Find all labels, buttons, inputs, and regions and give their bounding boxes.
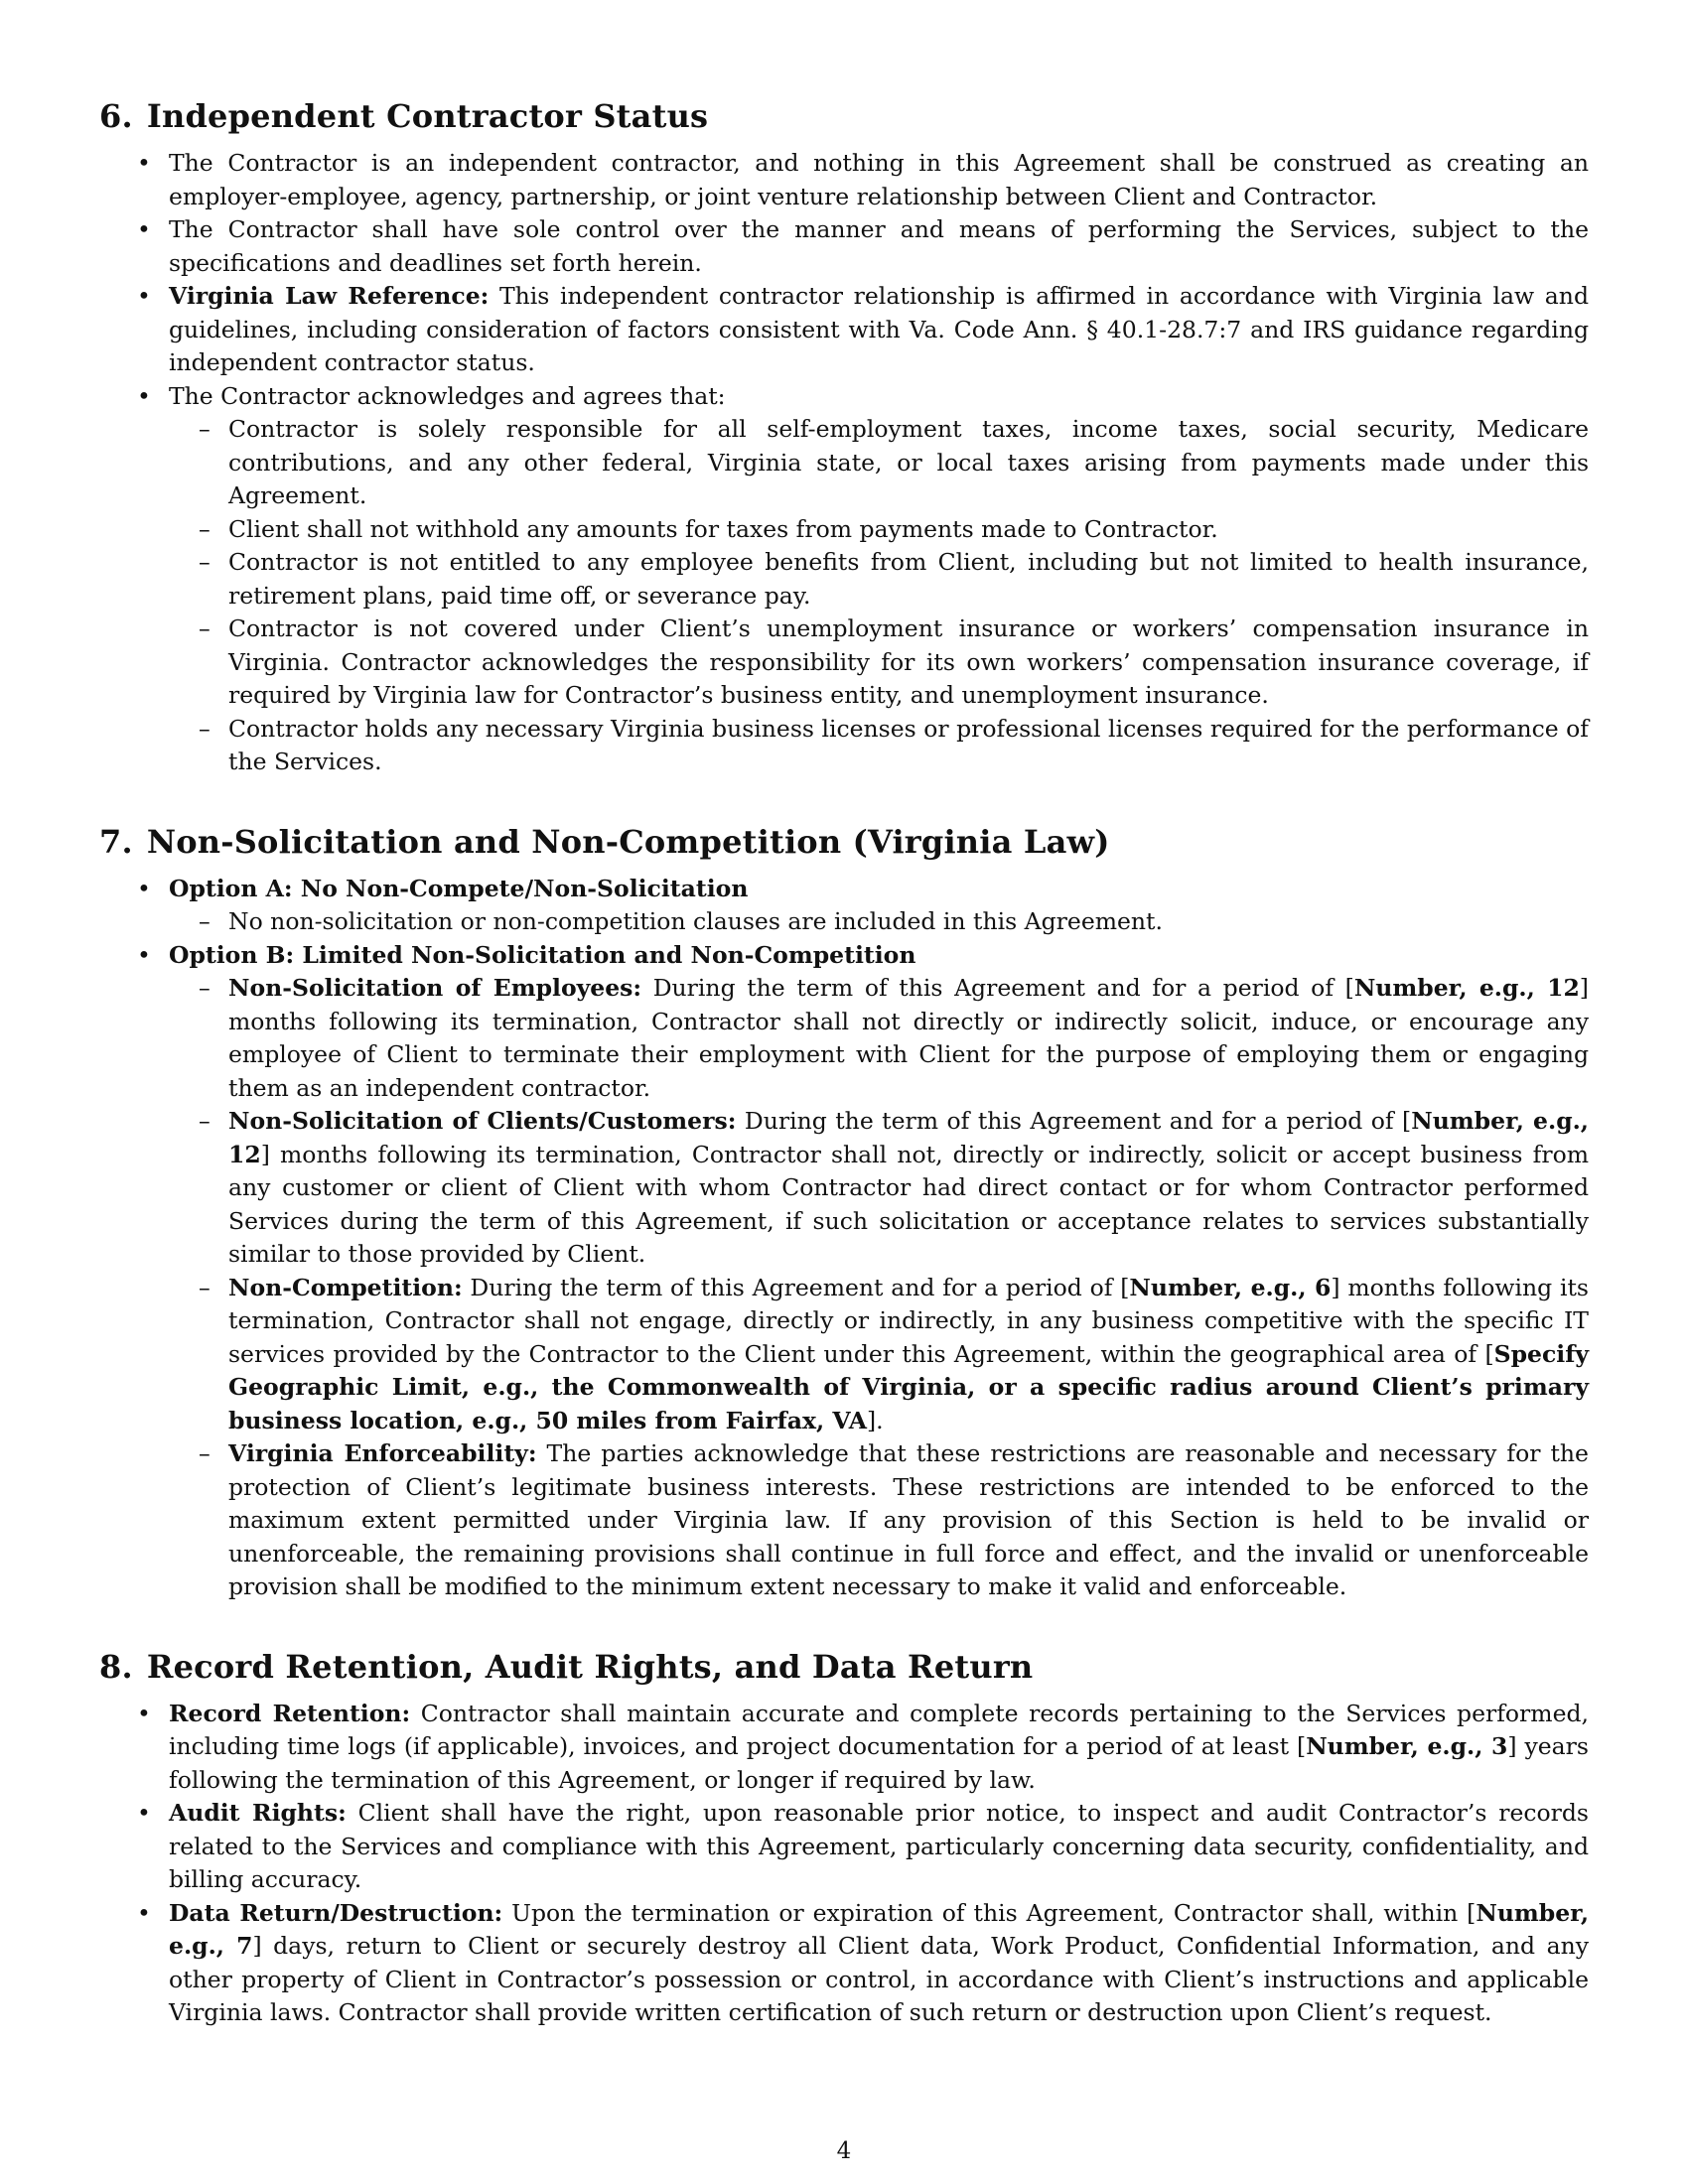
section-6-item-2 bbox=[99, 213, 1589, 280]
placeholder-field: Specify Geographic Limit, e.g., the Commonwealth of Virginia, or a specific radius around Client’s primary business location, e.g., 50 miles from Fairfax, VA bbox=[228, 1339, 1589, 1434]
subitem-text: ]. bbox=[866, 1406, 884, 1434]
subitem-text: During the term of this Agreement and for a period of [ bbox=[652, 974, 1354, 1002]
section-6-subitem-3 bbox=[169, 546, 1589, 613]
dash-icon: – bbox=[199, 1273, 211, 1301]
placeholder-field: Number, e.g., 12 bbox=[228, 1107, 1589, 1168]
section-8 bbox=[99, 1646, 1589, 2030]
option-b-subitem-2 bbox=[169, 1105, 1589, 1272]
item-label: Audit Rights: bbox=[169, 1799, 347, 1827]
subitem-label: Non-Solicitation of Employees: bbox=[228, 974, 642, 1002]
dash-icon: – bbox=[199, 415, 211, 443]
section-8-item-1 bbox=[99, 1698, 1589, 1798]
section-8-item-3 bbox=[99, 1897, 1589, 2030]
section-6-sublist bbox=[169, 413, 1589, 779]
dash-icon: – bbox=[199, 548, 211, 576]
placeholder-field: Number, e.g., 3 bbox=[1306, 1732, 1508, 1760]
option-b-subitem-3 bbox=[169, 1272, 1589, 1438]
section-8-number: 8. bbox=[99, 1647, 133, 1686]
item-label: Record Retention: bbox=[169, 1699, 411, 1727]
dash-icon: – bbox=[199, 974, 211, 1002]
option-label: Option A: No Non-Compete/Non-Solicitation bbox=[169, 874, 749, 902]
section-6-subitem-1 bbox=[169, 413, 1589, 513]
placeholder-field: Number, e.g., 6 bbox=[1129, 1273, 1332, 1301]
section-7-title: Non-Solicitation and Non-Competition (Virginia Law) bbox=[146, 822, 1110, 861]
subitem-label: Non-Solicitation of Clients/Customers: bbox=[228, 1107, 737, 1135]
document-page bbox=[99, 95, 1589, 2072]
dash-icon: – bbox=[199, 1439, 211, 1467]
subitem-text: Client shall not withhold any amounts for taxes from payments made to Contractor. bbox=[228, 514, 1218, 543]
dash-icon: – bbox=[199, 614, 211, 642]
item-text: Upon the termination or expiration of this Agreement, Contractor shall, within [ bbox=[511, 1898, 1477, 1927]
item-text: The Contractor shall have sole control over the manner and means of performing the Services, subject to the specifications and deadlines set forth herein. bbox=[169, 215, 1589, 277]
section-6-subitem-5 bbox=[169, 713, 1589, 779]
dash-icon: – bbox=[199, 714, 211, 743]
subitem-text: Contractor is not entitled to any employee benefits from Client, including but not limited to health insurance, retirement plans, paid time off, or severance pay. bbox=[228, 548, 1589, 610]
item-text: The Contractor acknowledges and agrees that: bbox=[169, 381, 726, 410]
page-number: 4 bbox=[836, 2138, 852, 2164]
section-6-item-3 bbox=[99, 280, 1589, 380]
dash-icon: – bbox=[199, 907, 211, 935]
placeholder-field: Number, e.g., 7 bbox=[169, 1898, 1590, 1960]
section-7-option-a bbox=[99, 873, 1589, 939]
bullet-icon: • bbox=[137, 381, 151, 410]
dash-icon: – bbox=[199, 1107, 211, 1135]
item-text: ] days, return to Client or securely destroy all Client data, Work Product, Confidential Information, and any other property of Client in Contractor’s possession or control, in accordance with Client’s instructions and applicable Virginia laws. Contractor shall provide written certification of such return or destruction upon Client’s request. bbox=[169, 1932, 1589, 2026]
section-6-title: Independent Contractor Status bbox=[146, 97, 709, 135]
subitem-label: Non-Competition: bbox=[228, 1273, 463, 1301]
subitem-text: No non-solicitation or non-competition clauses are included in this Agreement. bbox=[228, 907, 1163, 935]
section-6-subitem-4 bbox=[169, 613, 1589, 713]
bullet-icon: • bbox=[137, 215, 151, 243]
item-label: Data Return/Destruction: bbox=[169, 1898, 503, 1927]
section-7-heading bbox=[99, 821, 1589, 863]
section-6-number: 6. bbox=[99, 97, 133, 135]
bullet-icon: • bbox=[137, 149, 151, 177]
option-a-sublist bbox=[169, 905, 1589, 939]
placeholder-field: Number, e.g., 12 bbox=[1353, 974, 1580, 1002]
section-8-heading bbox=[99, 1646, 1589, 1688]
option-b-subitem-1 bbox=[169, 972, 1589, 1105]
section-7-option-b bbox=[99, 939, 1589, 1604]
section-8-title: Record Retention, Audit Rights, and Data Return bbox=[146, 1647, 1034, 1686]
bullet-icon: • bbox=[137, 1799, 151, 1827]
bullet-icon: • bbox=[137, 1699, 151, 1727]
item-text: The Contractor is an independent contractor, and nothing in this Agreement shall be construed as creating an employer-employee, agency, partnership, or joint venture relationship between Client and Contractor. bbox=[169, 149, 1589, 210]
section-6-heading bbox=[99, 95, 1589, 137]
subitem-text: Contractor is not covered under Client’s unemployment insurance or workers’ compensation insurance in Virginia. Contractor acknowledges the responsibility for its own workers’ compensation insurance coverage, if required by Virginia law for Contractor’s business entity, and unemployment insurance. bbox=[228, 614, 1589, 709]
subitem-text: Contractor is solely responsible for all self-employment taxes, income taxes, social security, Medicare contributions, and any other federal, Virginia state, or local taxes arising from payments made under this Agreement. bbox=[228, 415, 1589, 509]
item-text: This independent contractor relationship is affirmed in accordance with Virginia law and guidelines, including consideration of factors consistent with Va. Code Ann. § 40.1-28.7:7 and IRS guidance regarding independent contractor status. bbox=[169, 282, 1589, 376]
option-label: Option B: Limited Non-Solicitation and Non-Competition bbox=[169, 940, 916, 969]
dash-icon: – bbox=[199, 514, 211, 543]
option-b-subitem-4 bbox=[169, 1437, 1589, 1604]
item-text: Contractor shall maintain accurate and complete records pertaining to the Services performed, including time logs (if applicable), invoices, and project documentation for a period of at least [ bbox=[169, 1699, 1589, 1760]
subitem-label: Virginia Enforceability: bbox=[228, 1439, 537, 1467]
subitem-text: During the term of this Agreement and for a period of [ bbox=[744, 1107, 1412, 1135]
option-b-sublist bbox=[169, 972, 1589, 1604]
item-text: ] years following the termination of this Agreement, or longer if required by law. bbox=[169, 1732, 1589, 1794]
bullet-icon: • bbox=[137, 874, 151, 902]
item-text: Client shall have the right, upon reasonable prior notice, to inspect and audit Contractor’s records related to the Services and compliance with this Agreement, particularly concerning data security, confidentiality, and billing accuracy. bbox=[169, 1799, 1589, 1893]
subitem-text: The parties acknowledge that these restrictions are reasonable and necessary for the protection of Client’s legitimate business interests. These restrictions are intended to be enforced to the maximum extent permitted under Virginia law. If any provision of this Section is held to be invalid or unenforceable, the remaining provisions shall continue in full force and effect, and the invalid or unenforceable provision shall be modified to the minimum extent necessary to make it valid and enforceable. bbox=[228, 1439, 1589, 1600]
bullet-icon: • bbox=[137, 282, 151, 310]
item-label: Virginia Law Reference: bbox=[169, 282, 490, 310]
bullet-icon: • bbox=[137, 940, 151, 969]
section-8-list bbox=[99, 1698, 1589, 2030]
section-8-item-2 bbox=[99, 1797, 1589, 1897]
section-6-list bbox=[99, 147, 1589, 779]
bullet-icon: • bbox=[137, 1898, 151, 1927]
section-6 bbox=[99, 95, 1589, 779]
section-6-item-4 bbox=[99, 380, 1589, 779]
section-7-list bbox=[99, 873, 1589, 1604]
section-6-subitem-2 bbox=[169, 513, 1589, 547]
subitem-text: ] months following its termination, Contractor shall not engage, directly or indirectly, in any business competitive with the specific IT services provided by the Contractor to the Client under this Agreement, within the geographical area of [ bbox=[228, 1273, 1589, 1368]
section-7 bbox=[99, 821, 1589, 1604]
subitem-text: ] months following its termination, Contractor shall not, directly or indirectly, solicit or accept business from any customer or client of Client with whom Contractor had direct contact or for whom Contractor performed Services during the term of this Agreement, if such solicitation or acceptance relates to services substantially similar to those provided by Client. bbox=[228, 1140, 1589, 1268]
subitem-text: Contractor holds any necessary Virginia business licenses or professional licenses required for the performance of the Services. bbox=[228, 714, 1589, 775]
section-6-item-1 bbox=[99, 147, 1589, 213]
option-a-subitem-1 bbox=[169, 905, 1589, 939]
subitem-text: ] months following its termination, Contractor shall not directly or indirectly solicit, induce, or encourage any employee of Client to terminate their employment with Client for the purpose of employing them or engaging them as an independent contractor. bbox=[228, 974, 1589, 1102]
section-7-number: 7. bbox=[99, 822, 133, 861]
subitem-text: During the term of this Agreement and for a period of [ bbox=[470, 1273, 1130, 1301]
